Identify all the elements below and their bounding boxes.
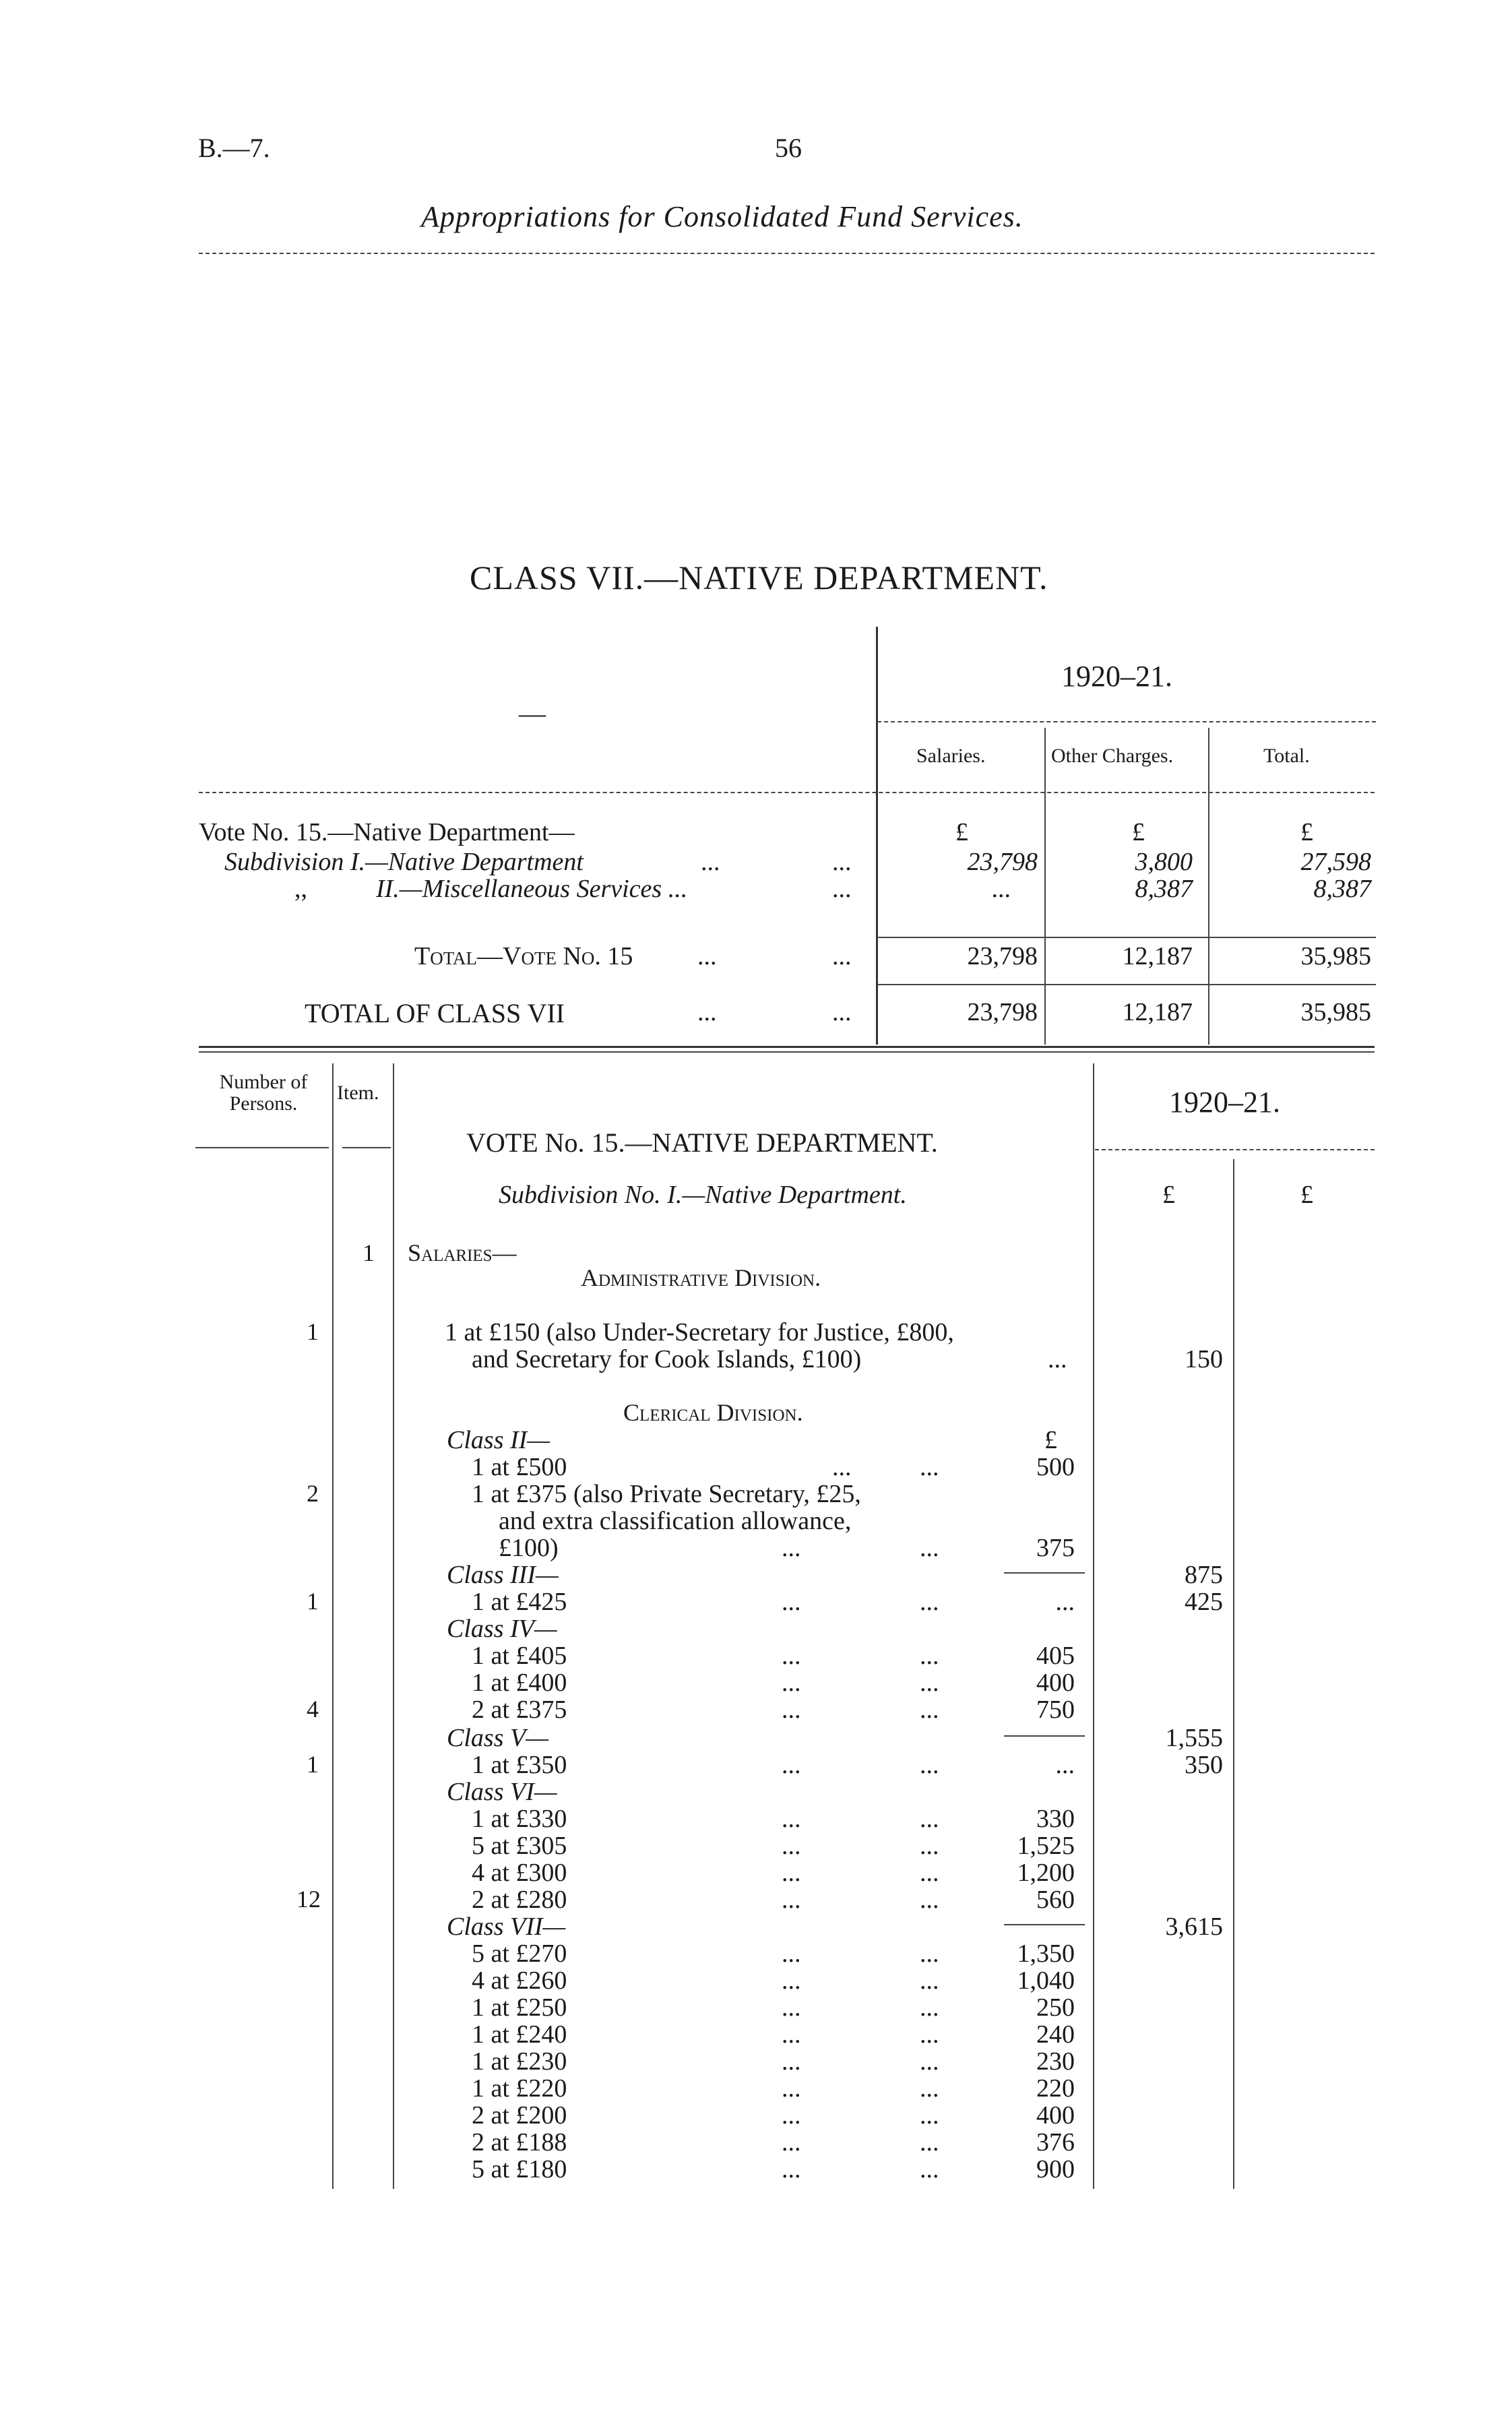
c4-line1-dots2: ... [920,1642,939,1670]
sub2-label: II.—Miscellaneous Services ... [376,875,688,903]
c6-line1-dots2: ... [920,1805,939,1833]
summary-divider-main [876,627,878,1045]
c7-line5-amount: 230 [1036,2047,1075,2076]
c7-line4-dots2: ... [920,2020,939,2049]
c7-line6-dots2: ... [920,2074,939,2103]
c7-line4-dots: ... [782,2020,801,2049]
class2-label: Class II— [447,1426,550,1454]
total-class-other: 12,187 [1122,998,1193,1026]
summary-year-rule [877,721,1376,722]
c4-line1-amount: 405 [1036,1642,1075,1670]
total-vote-rule [877,937,1376,938]
total-class-total: 35,985 [1300,998,1371,1026]
c6-line2: 5 at £305 [472,1832,567,1860]
c3-persons: 1 [307,1588,319,1615]
class6-subtotal-rule [1004,1924,1085,1925]
c7-line3-amount: 250 [1036,1993,1075,2022]
item-number: 1 [363,1239,375,1266]
c7-line4-amount: 240 [1036,2020,1075,2049]
c6-line2-amount: 1,525 [1017,1832,1075,1860]
class4-subtotal-rule [1004,1735,1085,1737]
total-vote-total: 35,985 [1300,942,1371,970]
total-vote-label: Total—Vote No. 15 [414,942,633,970]
c7-line4: 1 at £240 [472,2020,567,2049]
page-ref: B.—7. [198,133,270,163]
class5-total: 350 [1185,1751,1223,1779]
sub1-label: Subdivision I.—Native Department [224,848,584,876]
c7-line8: 2 at £188 [472,2128,567,2157]
c7-line6: 1 at £220 [472,2074,567,2103]
c2-line2-dots2: ... [920,1534,939,1562]
col-salaries: Salaries. [916,745,986,767]
running-title: Appropriations for Consolidated Fund Services. [421,200,1023,233]
class4-total: 1,555 [1165,1724,1223,1752]
c4-line2-dots2: ... [920,1669,939,1697]
total-class-salaries: 23,798 [967,998,1038,1026]
vote-label: Vote No. 15.—Native Department— [199,818,575,846]
class6-total: 3,615 [1165,1913,1223,1941]
header-rule [199,253,1375,254]
c6-line2-dots: ... [782,1832,801,1860]
c7-line5-dots: ... [782,2047,801,2076]
c5-persons: 1 [307,1751,319,1778]
admin-amount: 150 [1185,1345,1223,1373]
sub1-total: 27,598 [1300,848,1371,876]
c7-line9-dots: ... [782,2155,801,2183]
summary-stub-dash: — [519,698,546,728]
total-vote-dots: ... [697,942,717,970]
sub1-other: 3,800 [1135,848,1193,876]
admin-dots: ... [1048,1345,1067,1373]
class6-label: Class VI— [447,1778,557,1806]
c7-line9-dots2: ... [920,2155,939,2183]
sub1-dots2: ... [832,848,852,876]
c7-line8-amount: 376 [1036,2128,1075,2157]
c7-line7-amount: 400 [1036,2101,1075,2130]
c7-line2-dots2: ... [920,1966,939,1995]
col-item: Item. [337,1082,379,1104]
c7-line3: 1 at £250 [472,1993,567,2022]
c2-persons: 2 [307,1480,319,1507]
total-class-rule [877,984,1376,985]
currency-salaries: £ [955,818,968,846]
c6-line1-dots: ... [782,1805,801,1833]
c5-line1-dots2: ... [920,1751,939,1779]
c2-line1-dots2: ... [920,1453,939,1481]
administrative-division: Administrative Division. [581,1264,821,1291]
c6-line1: 1 at £330 [472,1805,567,1833]
c7-line9-amount: 900 [1036,2155,1075,2183]
class2-currency: £ [1044,1426,1057,1454]
class-title: CLASS VII.—NATIVE DEPARTMENT. [470,559,1048,596]
currency-total: £ [1300,818,1313,846]
summary-divider-2 [1208,728,1209,1045]
c2-line1-amount: 500 [1036,1453,1075,1481]
c4-line1-dots: ... [782,1642,801,1670]
c7-line5: 1 at £230 [472,2047,567,2076]
c6-line1-amount: 330 [1036,1805,1075,1833]
c2-line1-dots: ... [832,1453,852,1481]
c6-line4: 2 at £280 [472,1886,567,1914]
summary-bottom-rule-2 [199,1051,1375,1053]
c2-line2-amount: 375 [1036,1534,1075,1562]
c5-line1: 1 at £350 [472,1751,567,1779]
col-persons-rule [195,1147,329,1148]
admin-persons: 1 [307,1318,319,1345]
c6-line4-dots2: ... [920,1886,939,1914]
c2-line1: 1 at £500 [472,1453,567,1481]
col-other-charges: Other Charges. [1051,745,1174,767]
sub2-salaries: ... [991,875,1011,903]
page-number: 56 [775,133,802,163]
c4-line3-dots: ... [782,1696,801,1724]
c2-line2-dots: ... [782,1534,801,1562]
currency-other: £ [1132,818,1145,846]
vote-subtitle: Subdivision No. I.—Native Department. [499,1181,907,1209]
class7-label: Class VII— [447,1913,566,1941]
total-vote-dots2: ... [832,942,852,970]
c6-line2-dots2: ... [920,1832,939,1860]
summary-divider-1 [1044,728,1046,1045]
c7-line6-amount: 220 [1036,2074,1075,2103]
c3-line1-dots2: ... [920,1588,939,1616]
c6-persons: 12 [296,1886,321,1913]
c4-line2-amount: 400 [1036,1669,1075,1697]
class3-total: 425 [1185,1588,1223,1616]
c6-line3-amount: 1,200 [1017,1859,1075,1887]
c7-line8-dots2: ... [920,2128,939,2157]
c3-line1-dots: ... [782,1588,801,1616]
c7-line2: 4 at £260 [472,1966,567,1995]
c7-line9: 5 at £180 [472,2155,567,2183]
c7-line2-amount: 1,040 [1017,1966,1075,1995]
c4-persons: 4 [307,1696,319,1723]
sub2-other: 8,387 [1135,875,1193,903]
c7-line3-dots: ... [782,1993,801,2022]
c7-line1-dots: ... [782,1940,801,1968]
c6-line4-dots: ... [782,1886,801,1914]
class3-label: Class III— [447,1561,559,1589]
c2-line2c: £100) [499,1534,559,1562]
vote-divider-persons [332,1063,334,2189]
c5-line1-dots: ... [782,1751,801,1779]
vote-currency-2: £ [1300,1181,1313,1209]
c3-line1-amount: ... [1055,1588,1075,1616]
c6-line3-dots2: ... [920,1859,939,1887]
total-vote-other: 12,187 [1122,942,1193,970]
class2-subtotal-rule [1004,1572,1085,1574]
summary-head-rule [199,792,1375,793]
c6-line4-amount: 560 [1036,1886,1075,1914]
sub2-total: 8,387 [1313,875,1371,903]
c7-line7-dots2: ... [920,2101,939,2130]
sub1-salaries: 23,798 [967,848,1038,876]
sub2-prefix: ,, [294,875,307,903]
c7-line7-dots: ... [782,2101,801,2130]
c4-line3-dots2: ... [920,1696,939,1724]
c7-line2-dots: ... [782,1966,801,1995]
vote-divider-amount1 [1093,1063,1094,2189]
admin-line-2: and Secretary for Cook Islands, £100) [472,1345,862,1373]
c4-line3-amount: 750 [1036,1696,1075,1724]
c3-line1: 1 at £425 [472,1588,567,1616]
vote-currency-1: £ [1162,1181,1175,1209]
c7-line6-dots: ... [782,2074,801,2103]
sub1-dots: ... [701,848,720,876]
vote-divider-item [393,1063,394,2189]
c4-line1: 1 at £405 [472,1642,567,1670]
summary-bottom-rule [199,1046,1375,1048]
c7-line8-dots: ... [782,2128,801,2157]
clerical-division: Clerical Division. [623,1399,803,1426]
total-class-label: TOTAL OF CLASS VII [305,998,565,1028]
sub2-dots: ... [832,875,852,903]
vote-divider-amount2 [1233,1159,1234,2189]
c2-line2a: 1 at £375 (also Private Secretary, £25, [472,1480,861,1508]
class4-label: Class IV— [447,1615,557,1643]
c7-line1-amount: 1,350 [1017,1940,1075,1968]
c7-line5-dots2: ... [920,2047,939,2076]
c6-line3-dots: ... [782,1859,801,1887]
total-class-dots2: ... [832,998,852,1026]
col-total: Total. [1263,745,1310,767]
vote-title: VOTE No. 15.—NATIVE DEPARTMENT. [466,1127,938,1158]
admin-line-1: 1 at £150 (also Under-Secretary for Justice, £800, [445,1318,954,1346]
c4-line2-dots: ... [782,1669,801,1697]
class2-total: 875 [1185,1561,1223,1589]
class5-label: Class V— [447,1724,548,1752]
c7-line1-dots2: ... [920,1940,939,1968]
c7-line7: 2 at £200 [472,2101,567,2130]
col-number-of-persons: Number of Persons. [219,1071,308,1115]
col-item-rule [342,1147,391,1148]
c4-line3: 2 at £375 [472,1696,567,1724]
salaries-heading: Salaries— [408,1239,517,1266]
c2-line2b: and extra classification allowance, [499,1507,852,1535]
c4-line2: 1 at £400 [472,1669,567,1697]
total-class-dots: ... [697,998,717,1026]
c6-line3: 4 at £300 [472,1859,567,1887]
vote-year-rule [1095,1149,1375,1150]
c7-line3-dots2: ... [920,1993,939,2022]
summary-year: 1920–21. [1061,660,1172,693]
c7-line1: 5 at £270 [472,1940,567,1968]
c5-line1-amount: ... [1055,1751,1075,1779]
total-vote-salaries: 23,798 [967,942,1038,970]
vote-year: 1920–21. [1169,1086,1280,1119]
